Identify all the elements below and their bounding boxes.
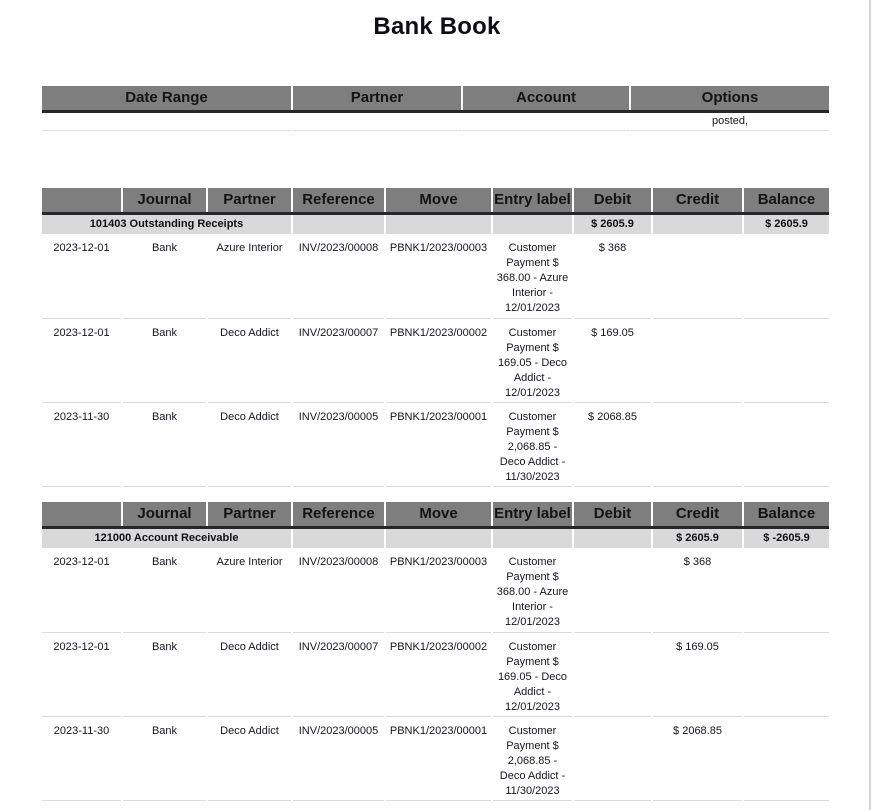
entry-credit — [652, 318, 743, 402]
journal-entry-row — [42, 716, 829, 800]
entry-reference: INV/2023/00008 — [292, 234, 385, 318]
entry-reference: INV/2023/00005 — [292, 716, 385, 800]
filter-values-row — [42, 111, 829, 130]
col-balance: Balance — [743, 502, 829, 527]
section-total-credit: $ 2605.9 — [652, 527, 743, 548]
page-edge-divider — [869, 0, 871, 810]
entry-journal: Bank — [122, 716, 207, 800]
entry-journal: Bank — [122, 548, 207, 632]
col-journal: Journal — [122, 502, 207, 527]
entry-date: 2023-11-30 — [42, 716, 122, 800]
journal-entry-row — [42, 548, 829, 632]
filter-col-partner: Partner — [292, 86, 462, 111]
entry-move: PBNK1/2023/00003 — [385, 234, 492, 318]
filter-value-date-range — [42, 111, 292, 130]
col-entry-label: Entry label — [492, 502, 573, 527]
page-title: Bank Book — [373, 13, 501, 40]
entry-credit — [652, 402, 743, 486]
col-reference: Reference — [292, 502, 385, 527]
entry-credit: $ 368 — [652, 548, 743, 632]
entry-debit — [573, 548, 652, 632]
entry-debit: $ 368 — [573, 234, 652, 318]
entry-balance — [743, 402, 829, 486]
entry-date: 2023-12-01 — [42, 632, 122, 716]
entry-move: PBNK1/2023/00002 — [385, 632, 492, 716]
ledger-header-row — [42, 188, 829, 213]
entry-debit: $ 169.05 — [573, 318, 652, 402]
entry-move: PBNK1/2023/00001 — [385, 402, 492, 486]
journal-entry-row — [42, 318, 829, 402]
entry-reference: INV/2023/00007 — [292, 318, 385, 402]
entry-partner: Deco Addict — [207, 402, 292, 486]
filter-col-account: Account — [462, 86, 630, 111]
section-spacer — [492, 213, 573, 234]
entry-reference: INV/2023/00005 — [292, 402, 385, 486]
entry-credit: $ 2068.85 — [652, 716, 743, 800]
section-total-debit — [573, 527, 652, 548]
entry-partner: Deco Addict — [207, 318, 292, 402]
journal-entry-row — [42, 234, 829, 318]
entry-label: Customer Payment $ 368.00 - Azure Interior - 12/01/2023 — [492, 548, 573, 632]
entry-balance — [743, 632, 829, 716]
entry-journal: Bank — [122, 234, 207, 318]
col-credit: Credit — [652, 502, 743, 527]
entry-move: PBNK1/2023/00001 — [385, 716, 492, 800]
ledger-table-account-receivable — [42, 502, 829, 801]
section-spacer — [492, 527, 573, 548]
entry-balance — [743, 234, 829, 318]
col-reference: Reference — [292, 188, 385, 213]
entry-date: 2023-12-01 — [42, 318, 122, 402]
filter-value-account — [462, 111, 630, 130]
col-entry-label: Entry label — [492, 188, 573, 213]
entry-credit: $ 169.05 — [652, 632, 743, 716]
entry-label: Customer Payment $ 169.05 - Deco Addict - 12/01/2023 — [492, 632, 573, 716]
journal-entry-row — [42, 402, 829, 486]
section-total-credit — [652, 213, 743, 234]
col-debit: Debit — [573, 188, 652, 213]
filter-table — [42, 86, 829, 131]
entry-balance — [743, 318, 829, 402]
entry-partner: Deco Addict — [207, 716, 292, 800]
entry-label: Customer Payment $ 368.00 - Azure Interior - 12/01/2023 — [492, 234, 573, 318]
section-spacer — [292, 213, 385, 234]
col-date — [42, 188, 122, 213]
entry-balance — [743, 716, 829, 800]
col-journal: Journal — [122, 188, 207, 213]
section-total-balance: $ -2605.9 — [743, 527, 829, 548]
col-debit: Debit — [573, 502, 652, 527]
account-section-row — [42, 527, 829, 548]
col-partner: Partner — [207, 188, 292, 213]
ledger-table-outstanding-receipts — [42, 188, 829, 487]
entry-reference: INV/2023/00007 — [292, 632, 385, 716]
filter-value-partner — [292, 111, 462, 130]
entry-journal: Bank — [122, 632, 207, 716]
entry-journal: Bank — [122, 318, 207, 402]
entry-credit — [652, 234, 743, 318]
section-spacer — [292, 527, 385, 548]
entry-label: Customer Payment $ 2,068.85 - Deco Addict - 11/30/2023 — [492, 402, 573, 486]
col-date — [42, 502, 122, 527]
account-section-row — [42, 213, 829, 234]
entry-date: 2023-11-30 — [42, 402, 122, 486]
account-name: 101403 Outstanding Receipts — [42, 213, 292, 234]
filter-header-row — [42, 86, 829, 111]
section-spacer — [385, 527, 492, 548]
entry-reference: INV/2023/00008 — [292, 548, 385, 632]
filter-col-options: Options — [630, 86, 829, 111]
filter-value-options: posted, — [630, 111, 829, 130]
entry-label: Customer Payment $ 2,068.85 - Deco Addict - 11/30/2023 — [492, 716, 573, 800]
col-move: Move — [385, 502, 492, 527]
col-credit: Credit — [652, 188, 743, 213]
entry-balance — [743, 548, 829, 632]
col-move: Move — [385, 188, 492, 213]
entry-debit: $ 2068.85 — [573, 402, 652, 486]
entry-journal: Bank — [122, 402, 207, 486]
entry-date: 2023-12-01 — [42, 234, 122, 318]
filter-col-date-range: Date Range — [42, 86, 292, 111]
journal-entry-row — [42, 632, 829, 716]
entry-date: 2023-12-01 — [42, 548, 122, 632]
entry-move: PBNK1/2023/00003 — [385, 548, 492, 632]
account-name: 121000 Account Receivable — [42, 527, 292, 548]
section-total-balance: $ 2605.9 — [743, 213, 829, 234]
section-spacer — [385, 213, 492, 234]
entry-debit — [573, 716, 652, 800]
entry-label: Customer Payment $ 169.05 - Deco Addict - 12/01/2023 — [492, 318, 573, 402]
section-total-debit: $ 2605.9 — [573, 213, 652, 234]
entry-partner: Azure Interior — [207, 234, 292, 318]
entry-move: PBNK1/2023/00002 — [385, 318, 492, 402]
col-partner: Partner — [207, 502, 292, 527]
entry-partner: Deco Addict — [207, 632, 292, 716]
entry-debit — [573, 632, 652, 716]
col-balance: Balance — [743, 188, 829, 213]
ledger-header-row — [42, 502, 829, 527]
entry-partner: Azure Interior — [207, 548, 292, 632]
